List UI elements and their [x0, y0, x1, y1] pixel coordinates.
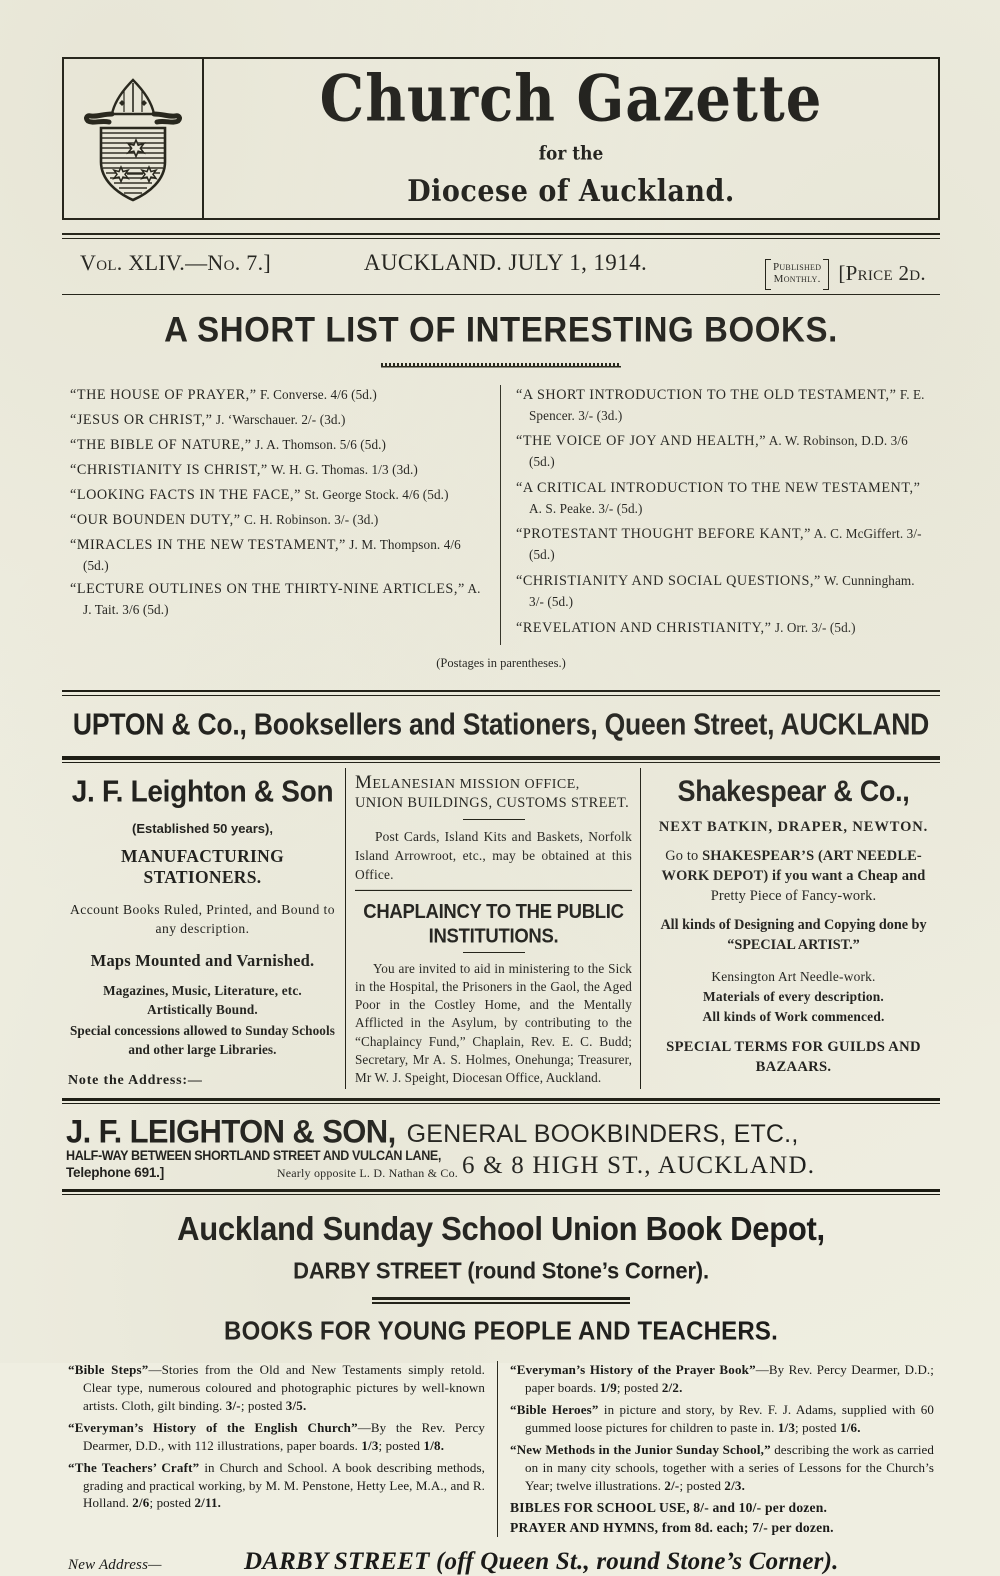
leighton-banner-trade: GENERAL BOOKBINDERS, ETC., [406, 1119, 799, 1148]
depot-book-posted-price: 2/11. [194, 1495, 222, 1511]
book-list-item [70, 385, 486, 406]
new-address-label: New Address— [68, 1556, 162, 1573]
postage-note: (Postages in parentheses.) [436, 655, 566, 670]
upton-banner[interactable]: UPTON & Co., Booksellers and Stationers, Queen Street, AUCKLAND [72, 706, 930, 741]
leighton-banner-telephone: Telephone 691.] [66, 1164, 165, 1180]
book-title: “A CRITICAL INTRODUCTION TO THE NEW TESTAMENT,” [516, 479, 921, 496]
crest-cell [64, 59, 204, 218]
leighton-maps: Maps Mounted and Varnished. [90, 950, 315, 970]
book-title: “A SHORT INTRODUCTION TO THE OLD TESTAMENT,” [516, 386, 897, 403]
book-details: C. H. Robinson. 3/- (3d.) [240, 511, 379, 527]
published-label: Published [772, 261, 822, 273]
depot-book-title: “Everyman’s History of the Prayer Book” [510, 1361, 756, 1377]
book-list-item [70, 535, 486, 576]
shakespear-goto-bold: SHAKESPEAR’S (ART NEEDLE-WORK DEPOT) if you want a Cheap and [661, 847, 926, 884]
book-title: “THE BIBLE OF NATURE,” [70, 436, 252, 453]
depot-book-price: 1/9 [599, 1379, 617, 1395]
shakespear-materials: Materials of every description. [703, 988, 884, 1004]
shakespear-name: Shakespear & Co., [677, 774, 910, 808]
shakespear-designing: All kinds of Designing and Copying done by “SPECIAL ARTIST.” [660, 917, 927, 953]
depot-book-item [510, 1441, 934, 1495]
book-details: A. J. Tait. 3/6 (5d.) [83, 581, 481, 618]
depot-book-description: —Stories from the Old and New Testaments simply retold. Clear type, numerous coloured and photographic pictures by well-known artists. Cloth, gilt binding. [83, 1361, 485, 1413]
leighton-established: (Established 50 years), [132, 820, 273, 836]
book-list-item [516, 385, 932, 426]
leighton-stationers-ad[interactable] [62, 768, 345, 1089]
leighton-magazines [68, 982, 337, 1019]
shakespear-services [653, 967, 934, 1027]
book-details: A. C. McGiffert. 3/- (5d.) [529, 526, 922, 563]
shakespear-special-terms: SPECIAL TERMS FOR GUILDS AND BAZAARS. [666, 1039, 921, 1075]
depot-book-description: —By the Rev. Percy Dearmer, D.D., with 112 illustrations, paper boards. [83, 1419, 485, 1453]
upton-top-divider [62, 690, 940, 696]
advertisement-row [62, 768, 940, 1089]
depot-book-posted-price: 2/3. [724, 1477, 746, 1493]
page-content [62, 0, 940, 1576]
footer-street-address: DARBY STREET (off Queen St., round Stone’s Corner). [244, 1547, 839, 1575]
leighton-banner-divider [62, 1189, 940, 1195]
melanesian-address: UNION BUILDINGS, CUSTOMS STREET. [355, 794, 630, 811]
book-details: J. A. Thomson. 5/6 (5d.) [251, 436, 387, 452]
book-list-item [70, 460, 486, 481]
book-title: “THE HOUSE OF PRAYER,” [70, 386, 257, 403]
depot-book-description: —By Rev. Percy Dearmer, D.D.; paper boards. [525, 1361, 934, 1395]
book-list-item [516, 524, 932, 565]
depot-book-price: 1/3 [777, 1419, 796, 1435]
book-title: “LECTURE OUTLINES ON THE THIRTY-NINE ARTICLES,” [70, 581, 465, 598]
depot-book-posted-price: 3/5. [285, 1397, 307, 1413]
book-details: W. H. G. Thomas. 1/3 (3d.) [267, 461, 418, 477]
masthead-diocese: Diocese of Auckland. [407, 173, 735, 209]
chaplaincy-body: You are invited to aid in ministering to the Sick in the Hospital, the Prisoners in the Gaol, the Aged Poor in the Costley Home, and the Mentally Afflicted in the Asylum, by contributing to the “Chaplaincy Fund,” Chaplain, Rev. E. C. Budd; Secretary, Mr A. S. Holmes, Onehunga; Treasurer, Mr W. J. Speight, Diocesan Office, Auckland. [355, 960, 632, 1085]
book-details: F. Converse. 4/6 (5d.) [256, 386, 377, 402]
upton-bottom-divider [62, 756, 940, 763]
melanesian-dropcap: M [355, 771, 373, 793]
book-list-item [516, 618, 932, 639]
book-list-item [70, 435, 486, 456]
leighton-ad-name: J. F. Leighton & Son [71, 774, 334, 808]
melanesian-heading-rest: ELANESIAN MISSION OFFICE, [372, 776, 580, 792]
leighton-account-books: Account Books Ruled, Printed, and Bound to any description. [69, 901, 336, 937]
depot-books-heading: BOOKS FOR YOUNG PEOPLE AND TEACHERS. [224, 1316, 778, 1346]
melanesian-body: Post Cards, Island Kits and Baskets, Norfolk Island Arrowroot, etc., may be obtained at this Office. [355, 828, 632, 882]
depot-book-item [510, 1401, 934, 1437]
short-list-columns [62, 385, 940, 645]
leighton-banner-top [66, 1114, 936, 1150]
depot-book-posted-price: 2/2. [661, 1379, 683, 1395]
shakespear-commenced: All kinds of Work commenced. [702, 1009, 885, 1024]
shakespear-ad[interactable] [641, 768, 940, 1089]
monthly-label: Monthly. [773, 273, 821, 286]
depot-book-posted-price: 1/6. [840, 1419, 861, 1435]
short-list-heading: A SHORT LIST OF INTERESTING BOOKS. [164, 309, 838, 349]
depot-book-posted-label: ; posted [616, 1379, 662, 1395]
depot-book-item [510, 1361, 934, 1397]
melanesian-short-rule [463, 819, 525, 820]
page-title: Church Gazette [319, 60, 823, 137]
melanesian-heading [355, 773, 632, 795]
book-details: J. M. Thompson. 4/6 (5d.) [83, 536, 461, 573]
issue-divider [62, 294, 940, 295]
leighton-banner-tel-row [66, 1165, 462, 1181]
shakespear-goto-lite: Go to [665, 847, 703, 864]
depot-book-posted-label: ; posted [240, 1397, 286, 1413]
depot-street: DARBY STREET (round Stone’s Corner). [293, 1257, 709, 1284]
chaplaincy-short-rule [463, 952, 525, 953]
depot-book-columns [62, 1361, 940, 1537]
depot-book-item [68, 1459, 485, 1513]
book-details: F. E. Spencer. 3/- (3d.) [529, 386, 925, 423]
masthead-forthe: for the [538, 142, 604, 165]
book-title: “CHRISTIANITY AND SOCIAL QUESTIONS,” [516, 573, 821, 589]
depot-name[interactable]: Auckland Sunday School Union Book Depot, [177, 1209, 825, 1248]
short-list-right-column [501, 385, 932, 645]
shakespear-location: NEXT BATKIN, DRAPER, NEWTON. [658, 818, 929, 835]
depot-book-item [68, 1419, 485, 1455]
book-list-item [70, 485, 486, 506]
leighton-banner-bottom [66, 1148, 936, 1181]
book-title: “REVELATION AND CHRISTIANITY,” [516, 619, 772, 636]
depot-bibles-line: BIBLES FOR SCHOOL USE, 8/- and 10/- per dozen. [510, 1500, 828, 1516]
book-title: “PROTESTANT THOUGHT BEFORE KANT,” [516, 526, 811, 543]
shakespear-goto-tail: Pretty Piece of Fancy-work. [710, 887, 877, 904]
leighton-concessions: Special concessions allowed to Sunday Schools and other large Libraries. [70, 1023, 335, 1058]
depot-left-column [68, 1361, 498, 1537]
depot-book-title: “Everyman’s History of the English Church” [68, 1419, 358, 1435]
book-list-item [70, 410, 486, 431]
bishop-mitre-shield-crest-icon [81, 76, 185, 202]
leighton-banner-nearly: Nearly opposite L. D. Nathan & Co. [276, 1165, 458, 1180]
melanesian-chaplaincy-ad[interactable] [345, 768, 641, 1089]
shakespear-goto [653, 846, 934, 906]
leighton-banner-address: 6 & 8 HIGH ST., AUCKLAND. [462, 1151, 816, 1179]
depot-book-posted-label: ; posted [679, 1477, 725, 1493]
leighton-banner-name: J. F. LEIGHTON & SON, [66, 1113, 396, 1150]
wavy-rule-ornament [381, 363, 621, 368]
book-details: J. Orr. 3/- (5d.) [771, 619, 856, 635]
book-details: A. W. Robinson, D.D. 3/6 (5d.) [529, 433, 908, 470]
depot-book-description: describing the work as carried on in many city schools, together with a series of Lessons for the Church’s Year; twelve illustrations. [525, 1441, 935, 1493]
depot-book-posted-label: ; posted [378, 1437, 424, 1453]
book-title: “JESUS OR CHRIST,” [70, 411, 213, 428]
book-list-item [70, 579, 486, 620]
book-title: “OUR BOUNDEN DUTY,” [70, 511, 241, 528]
leighton-note-address: Note the Address:— [68, 1072, 203, 1088]
depot-book-price: 3/- [225, 1397, 241, 1413]
book-details: A. S. Peake. 3/- (5d.) [529, 500, 643, 516]
book-title: “MIRACLES IN THE NEW TESTAMENT,” [70, 536, 346, 553]
book-list-item [516, 571, 932, 612]
leighton-trade: MANUFACTURING STATIONERS. [120, 845, 284, 887]
depot-book-description: in picture and story, by Rev. F. J. Adams, supplied with 60 gummed loose pictures for children to paste in. [525, 1401, 934, 1435]
leighton-magazines-line1: Magazines, Music, Literature, etc. [103, 982, 302, 998]
depot-book-title: “New Methods in the Junior Sunday School,” [510, 1441, 771, 1457]
chaplaincy-heading: CHAPLAINCY TO THE PUBLIC INSTITUTIONS. [355, 890, 632, 948]
depot-book-posted-price: 1/8. [423, 1437, 445, 1453]
depot-prayer-line: PRAYER AND HYMNS, from 8d. each; 7/- per dozen. [510, 1519, 834, 1535]
depot-right-column [498, 1361, 934, 1537]
leighton-magazines-line2: Artistically Bound. [147, 1001, 258, 1017]
depot-book-description: in Church and School. A book describing methods, grading and practical working, by M. M. Penstone, Hetty Lee, M.A., and R. Holland. [83, 1459, 485, 1511]
issue-line [62, 239, 940, 286]
leighton-bookbinders-banner[interactable] [62, 1114, 940, 1181]
book-title: “LOOKING FACTS IN THE FACE,” [70, 486, 301, 503]
depot-book-price: 1/3 [361, 1437, 379, 1453]
book-details: J. ‘Warschauer. 2/- (3d.) [212, 411, 346, 427]
book-details: St. George Stock. 4/6 (5d.) [300, 486, 449, 502]
published-monthly-badge [766, 261, 828, 286]
book-list-item [70, 510, 486, 531]
leighton-banner-left [66, 1148, 462, 1181]
depot-book-item [68, 1361, 485, 1415]
depot-book-price: 2/- [664, 1477, 680, 1493]
price-label: [Price 2d. [838, 260, 926, 285]
place-date: AUCKLAND. JULY 1, 1914. [363, 250, 648, 275]
depot-book-title: “Bible Heroes” [510, 1401, 599, 1417]
volume-number: Vol. XLIV.—No. 7.] [80, 250, 272, 275]
book-details: W. Cunningham. 3/- (5d.) [529, 573, 915, 610]
depot-ornament-rule [372, 1297, 630, 1304]
masthead-titles [204, 59, 938, 218]
depot-book-title: “The Teachers’ Craft” [68, 1459, 200, 1475]
short-list-left-column [70, 385, 501, 645]
footer-address [62, 1548, 940, 1576]
depot-book-title: “Bible Steps” [68, 1361, 149, 1377]
ads-bottom-divider [62, 1098, 940, 1104]
book-list-item [516, 431, 932, 472]
publication-group [766, 261, 926, 286]
book-title: “THE VOICE OF JOY AND HEALTH,” [516, 433, 767, 450]
leighton-banner-halfway: HALF-WAY BETWEEN SHORTLAND STREET AND VULCAN LANE, [66, 1147, 442, 1163]
depot-book-posted-label: ; posted [795, 1419, 840, 1435]
shakespear-kensington: Kensington Art Needle-work. [711, 968, 876, 984]
book-list-item [516, 478, 932, 519]
depot-book-posted-label: ; posted [149, 1495, 195, 1511]
depot-book-price: 2/6 [132, 1495, 150, 1511]
book-title: “CHRISTIANITY IS CHRIST,” [70, 461, 268, 478]
masthead [62, 57, 940, 220]
